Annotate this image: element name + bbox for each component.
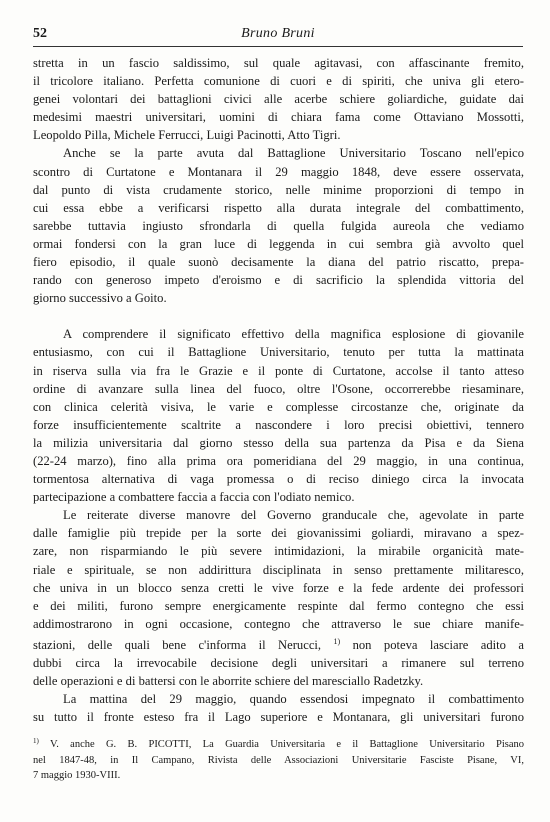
text-line: riale e spirituale, se non addirittura disciplinata in senso prettamente militaresco, (33, 562, 524, 577)
text-line: che univa in un blocco senza cretti le vive forze e la fede ardente dei professori (33, 580, 524, 595)
text-line: e dei militi, furono sempre energicamente respinte dal fermo contegno che essi (33, 598, 524, 613)
text-line: il tricolore italiano. Perfetta comunione di cuori e di spiriti, che univa gli etero- (33, 74, 524, 89)
text-line: A comprendere il significato effettivo della magnifica esplosione di giovanile (63, 327, 524, 342)
footnote-line: nel 1847-48, in Il Campano, Rivista delle Associazioni Universitarie Fasciste Pisane, VI, (33, 754, 524, 766)
body-text (33, 54, 524, 726)
text-span: stazioni, delle quali bene c'informa il Nerucci, (33, 637, 334, 652)
text-line: sarebbe tuttavia ingiusto sfrondarla di quella fulgida aureola che vediamo (33, 218, 524, 233)
running-head: Bruno Bruni (241, 26, 315, 41)
text-line: in riserva sulla via fra le Grazie e il ponte di Curtatone, accolse il tanto atteso (33, 363, 524, 378)
text-line: su tutto il fronte esteso fra il Lago superiore e Montanara, gli universitari furono (33, 710, 524, 725)
text-line: Le reiterate diverse manovre del Governo granducale che, agevolate in parte (63, 508, 524, 523)
footnote-reference: 1) (333, 636, 341, 646)
text-line: delle operazioni e di battersi con le aborrite schiere del maresciallo Radetzky. (33, 674, 424, 689)
text-line: fiero episodio, il quale suonò decisamente la diana del patrio riscatto, prepa- (33, 255, 524, 270)
text-line: stretta in un fascio saldissimo, sul quale agitavasi, con affascinante fremito, (33, 56, 524, 70)
text-span: non poteva lasciare adito a (340, 637, 524, 652)
text-line: dal punto di vista crudamente storico, nelle minime proporzioni di tempo in (33, 182, 524, 197)
text-line: La mattina del 29 maggio, quando essendosi impegnato il combattimento (63, 692, 524, 707)
text-line-with-footnote-ref (33, 633, 524, 654)
page-header (33, 26, 523, 44)
footnote-number: 1) (33, 737, 39, 745)
text-line: entusiasmo, con cui il Battaglione Universitario, tenuto per tutta la mattinata (33, 345, 524, 360)
text-line: genei volontari dei battaglioni civici alle acerbe schiere goliardiche, guidate dai (33, 92, 524, 107)
footnote-line: 7 maggio 1930-VIII. (33, 770, 121, 781)
text-line: con clinica celerità visiva, le varie e complesse circostanze che, originate da (33, 399, 524, 414)
text-line: (22-24 marzo), fino alla prima ora pomeridiana del 29 maggio, in una continua, (33, 453, 524, 468)
footnote-line (33, 734, 524, 753)
text-line: dalle famiglie più trepide per la sorte dei giovanissimi goliardi, miravano a spez- (33, 526, 524, 541)
text-line: Anche se la parte avuta dal Battaglione Universitario Toscano nell'epico (63, 146, 524, 161)
text-line: scontro di Curtatone e Montanara il 29 maggio 1848, deve essere osservata, (33, 164, 524, 179)
text-line: rando con generoso impeto d'eroismo e di sacrificio la splendida vittoria del (33, 273, 524, 288)
text-line: forze insufficientemente scaltrite a nascondere i loro precisi obiettivi, tennero (33, 417, 524, 432)
text-line: zare, non risparmiando le più severe intimidazioni, la mirabile organicità mate- (33, 544, 524, 559)
header-rule (33, 46, 523, 47)
text-line: dubbi circa la irrevocabile decisione degli universitari a rimanere sul terreno (33, 656, 524, 670)
text-span: V. anche G. B. PICOTTI, La Guardia Universitaria e il Battaglione Universitario Pisano (49, 739, 524, 750)
text-line: tormentosa alternativa di vaga promessa o di reciso diniego circa la invocata (33, 472, 524, 487)
text-line: addimostrarono in ogni occasione, contegno che attraverso le sue chiare manife- (33, 616, 524, 631)
page-number: 52 (33, 26, 47, 41)
text-line: cui essa ebbe a verificarsi rispetto alla durata integrale del combattimento, (33, 200, 524, 215)
paragraph-gap (33, 307, 524, 325)
text-line: ordine di avanzare sulla linea del fuoco, oltre l'Osone, occorrerebbe riesaminare, (33, 381, 524, 396)
text-line: medesimi maestri universitari, uomini di chiara fama come Ottaviano Mossotti, (33, 110, 524, 125)
text-line: giorno successivo a Goito. (33, 291, 167, 306)
text-line: ormai fondersi con la gran luce di leggenda in cui sembra già avvolto quel (33, 236, 524, 251)
text-line: partecipazione a combattere faccia a faccia con l'odiato nemico. (33, 490, 355, 505)
footnote (33, 734, 524, 784)
text-line: la milizia universitaria dal giorno stesso della sua partenza da Pisa e da Siena (33, 435, 524, 450)
text-line: Leopoldo Pilla, Michele Ferrucci, Luigi Pacinotti, Atto Tigri. (33, 128, 341, 143)
